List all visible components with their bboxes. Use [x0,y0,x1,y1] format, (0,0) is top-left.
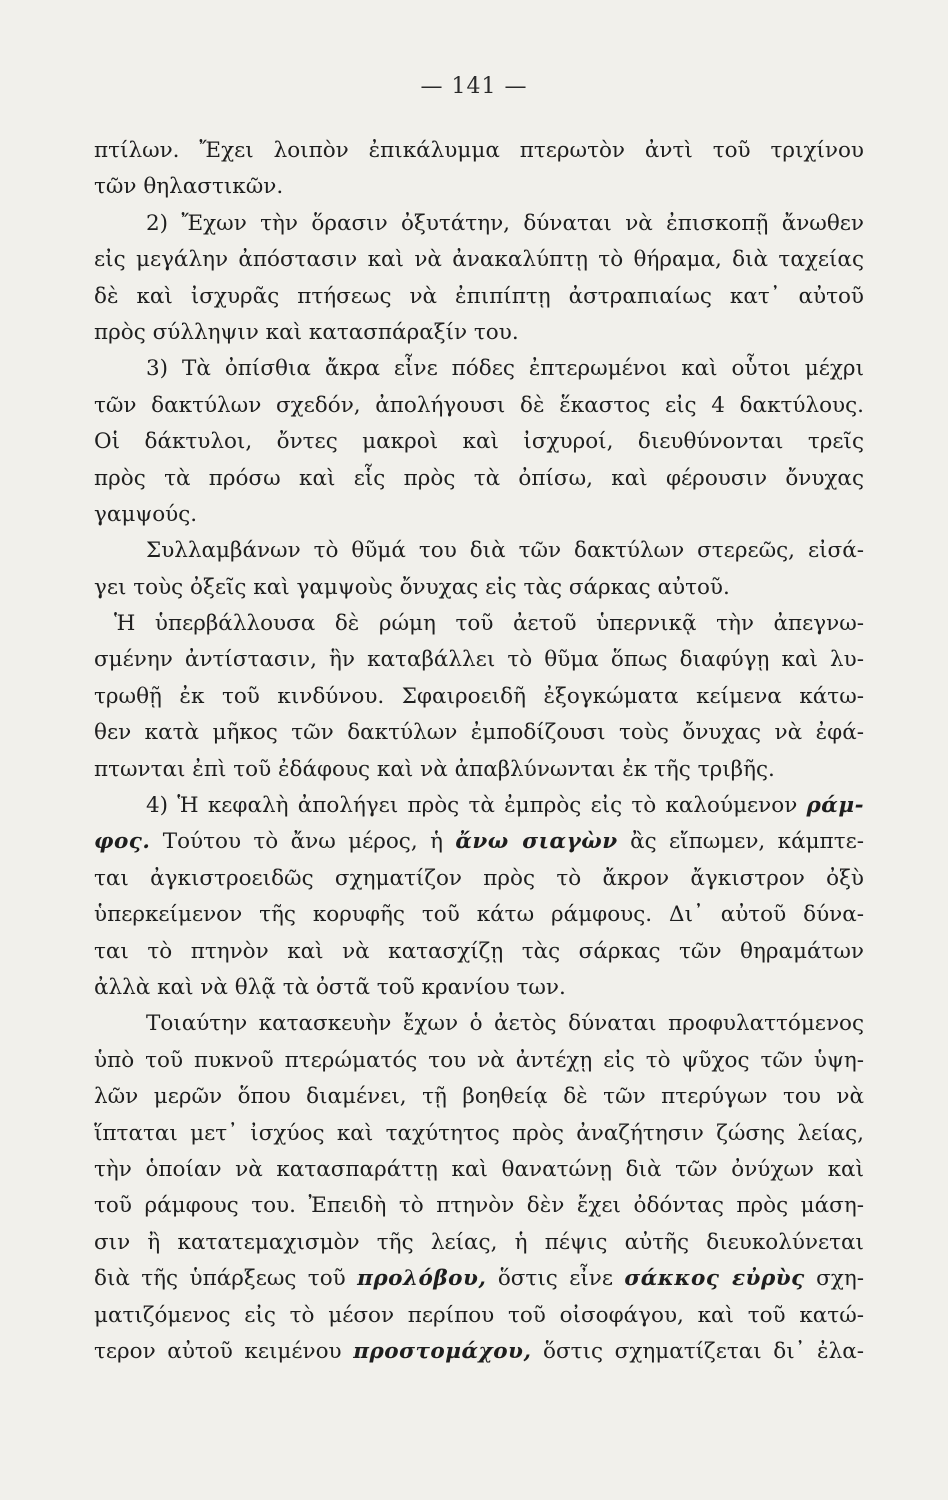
body-text [94,133,864,1370]
text-segment: Τούτου τὸ ἄνω μέρος, ἡ [150,829,456,855]
emphasized-term: προλόβου, [357,1266,487,1292]
text-segment: τοῦ ράμφους του. Ἐπειδὴ τὸ πτηνὸν δὲν ἔχει ὀδόντας πρὸς μάση- [94,1193,864,1219]
text-line [94,315,864,351]
text-line [94,242,864,278]
text-line [94,824,864,860]
text-segment: ὅστις σχηματίζεται δι᾽ ἐλα- [531,1338,864,1364]
text-line [94,788,864,824]
text-segment: θεν κατὰ μῆκος τῶν δακτύλων ἐμποδίζουσι τοὺς ὄνυχας νὰ ἐφά- [94,720,864,746]
text-segment: ται ἀγκιστροειδῶς σχηματίζον πρὸς τὸ ἄκρον ἄγκιστρον ὀξὺ [94,865,864,891]
text-segment: ἵπταται μετ᾽ ἰσχύος καὶ ταχύτητος πρὸς ἀναζήτησιν ζώσης λείας, [94,1120,864,1146]
emphasized-term: φος. [94,829,151,855]
text-line [94,1116,864,1152]
text-segment: 2) Ἔχων τὴν ὅρασιν ὀξυτάτην, δύναται νὰ ἐπισκοπῇ ἄνωθεν [146,210,864,236]
text-segment: σχη- [804,1266,864,1292]
emphasized-term: σάκκος εὐρὺς [624,1266,805,1292]
text-segment: 3) Τὰ ὀπίσθια ἄκρα εἶνε πόδες ἐπτερωμένοι καὶ οὗτοι μέχρι [146,356,864,382]
text-line [94,497,864,533]
text-segment: ἀλλὰ καὶ νὰ θλᾷ τὰ ὀστᾶ τοῦ κρανίου των. [94,974,566,1000]
text-line [94,1261,864,1297]
emphasized-term: ράμ- [806,793,864,819]
text-line [94,679,864,715]
text-line [94,1188,864,1224]
emphasized-term: προστομάχου, [353,1338,532,1364]
text-segment: Συλλαμβάνων τὸ θῦμά του διὰ τῶν δακτύλων στερεῶς, εἰσά- [146,538,864,564]
text-line [94,861,864,897]
text-line [94,606,864,642]
text-line [94,752,864,788]
emphasized-term: ἄνω σιαγὼν [455,829,618,855]
text-line [94,533,864,569]
text-line [94,715,864,751]
text-line [94,279,864,315]
text-segment: πτωνται ἐπὶ τοῦ ἐδάφους καὶ νὰ ἀπαβλύνωνται ἐκ τῆς τριβῆς. [94,756,775,782]
text-line [94,1298,864,1334]
text-segment: πτίλων. Ἔχει λοιπὸν ἐπικάλυμμα πτερωτὸν ἀντὶ τοῦ τριχίνου [94,138,864,163]
text-segment: σιν ἢ κατατεμαχισμὸν τῆς λείας, ἡ πέψις αὐτῆς διευκολύνεται [94,1229,864,1255]
text-line [94,461,864,497]
text-line [94,934,864,970]
text-line [94,1043,864,1079]
text-line [94,169,864,205]
text-segment: ματιζόμενος εἰς τὸ μέσον περίπου τοῦ οἰσοφάγου, καὶ τοῦ κατώ- [94,1302,864,1328]
text-segment: πρὸς τὰ πρόσω καὶ εἷς πρὸς τὰ ὀπίσω, καὶ φέρουσιν ὄνυχας [94,465,864,491]
text-segment: ἂς εἴπωμεν, κάμπτε- [617,829,864,855]
text-segment: Ἡ ὑπερβάλλουσα δὲ ρώμη τοῦ ἀετοῦ ὑπερνικᾷ τὴν ἀπεγνω- [114,611,864,637]
text-segment: ὅστις εἶνε [486,1266,625,1292]
text-segment: σμένην ἀντίστασιν, ἣν καταβάλλει τὸ θῦμα ὅπως διαφύγῃ καὶ λυ- [94,647,864,673]
text-line [94,424,864,460]
text-line [94,1006,864,1042]
text-segment: Οἱ δάκτυλοι, ὄντες μακροὶ καὶ ἰσχυροί, διευθύνονται τρεῖς [94,429,864,455]
text-line [94,897,864,933]
text-line [94,570,864,606]
text-segment: ται τὸ πτηνὸν καὶ νὰ κατασχίζῃ τὰς σάρκας τῶν θηραμάτων [94,938,864,964]
text-segment: ὑπὸ τοῦ πυκνοῦ πτερώματός του νὰ ἀντέχῃ εἰς τὸ ψῦχος τῶν ὑψη- [94,1047,864,1073]
text-segment: ὑπερκείμενον τῆς κορυφῆς τοῦ κάτω ράμφους. Δι᾽ αὐτοῦ δύνα- [94,902,864,928]
text-line [94,206,864,242]
text-line [94,388,864,424]
text-line [94,1079,864,1115]
text-segment: 4) Ἡ κεφαλὴ ἀπολήγει πρὸς τὰ ἐμπρὸς εἰς τὸ καλούμενον [146,793,807,819]
text-line [94,133,864,169]
text-segment: εἰς μεγάλην ἀπόστασιν καὶ νὰ ἀνακαλύπτῃ τὸ θήραμα, διὰ ταχείας [94,247,864,273]
text-segment: διὰ τῆς ὑπάρξεως τοῦ [94,1266,358,1292]
text-segment: τερον αὐτοῦ κειμένου [94,1338,354,1364]
text-segment: τρωθῇ ἐκ τοῦ κινδύνου. Σφαιροειδῆ ἐξογκώματα κείμενα κάτω- [94,683,864,709]
text-segment: γει τοὺς ὀξεῖς καὶ γαμψοὺς ὄνυχας εἰς τὰς σάρκας αὐτοῦ. [94,574,730,600]
text-segment: λῶν μερῶν ὅπου διαμένει, τῇ βοηθείᾳ δὲ τῶν πτερύγων του νὰ [94,1084,864,1110]
text-segment: τῶν θηλαστικῶν. [94,174,284,200]
text-line [94,970,864,1006]
text-segment: τὴν ὁποίαν νὰ κατασπαράττῃ καὶ θανατώνῃ διὰ τῶν ὀνύχων καὶ [94,1156,864,1182]
text-segment: Τοιαύτην κατασκευὴν ἔχων ὁ ἀετὸς δύναται προφυλαττόμενος [146,1011,864,1037]
text-segment: δὲ καὶ ἰσχυρᾶς πτήσεως νὰ ἐπιπίπτῃ ἀστραπιαίως κατ᾽ αὐτοῦ [94,283,864,309]
text-line [94,351,864,387]
text-segment: πρὸς σύλληψιν καὶ κατασπάραξίν του. [94,319,519,345]
text-line [94,1225,864,1261]
text-line [94,1152,864,1188]
page-number: — 141 — [420,74,528,99]
text-line [94,1334,864,1370]
text-segment: γαμψούς. [94,501,198,527]
text-segment: τῶν δακτύλων σχεδόν, ἀπολήγουσι δὲ ἕκαστος εἰς 4 δακτύλους. [94,392,864,418]
text-line [94,642,864,678]
